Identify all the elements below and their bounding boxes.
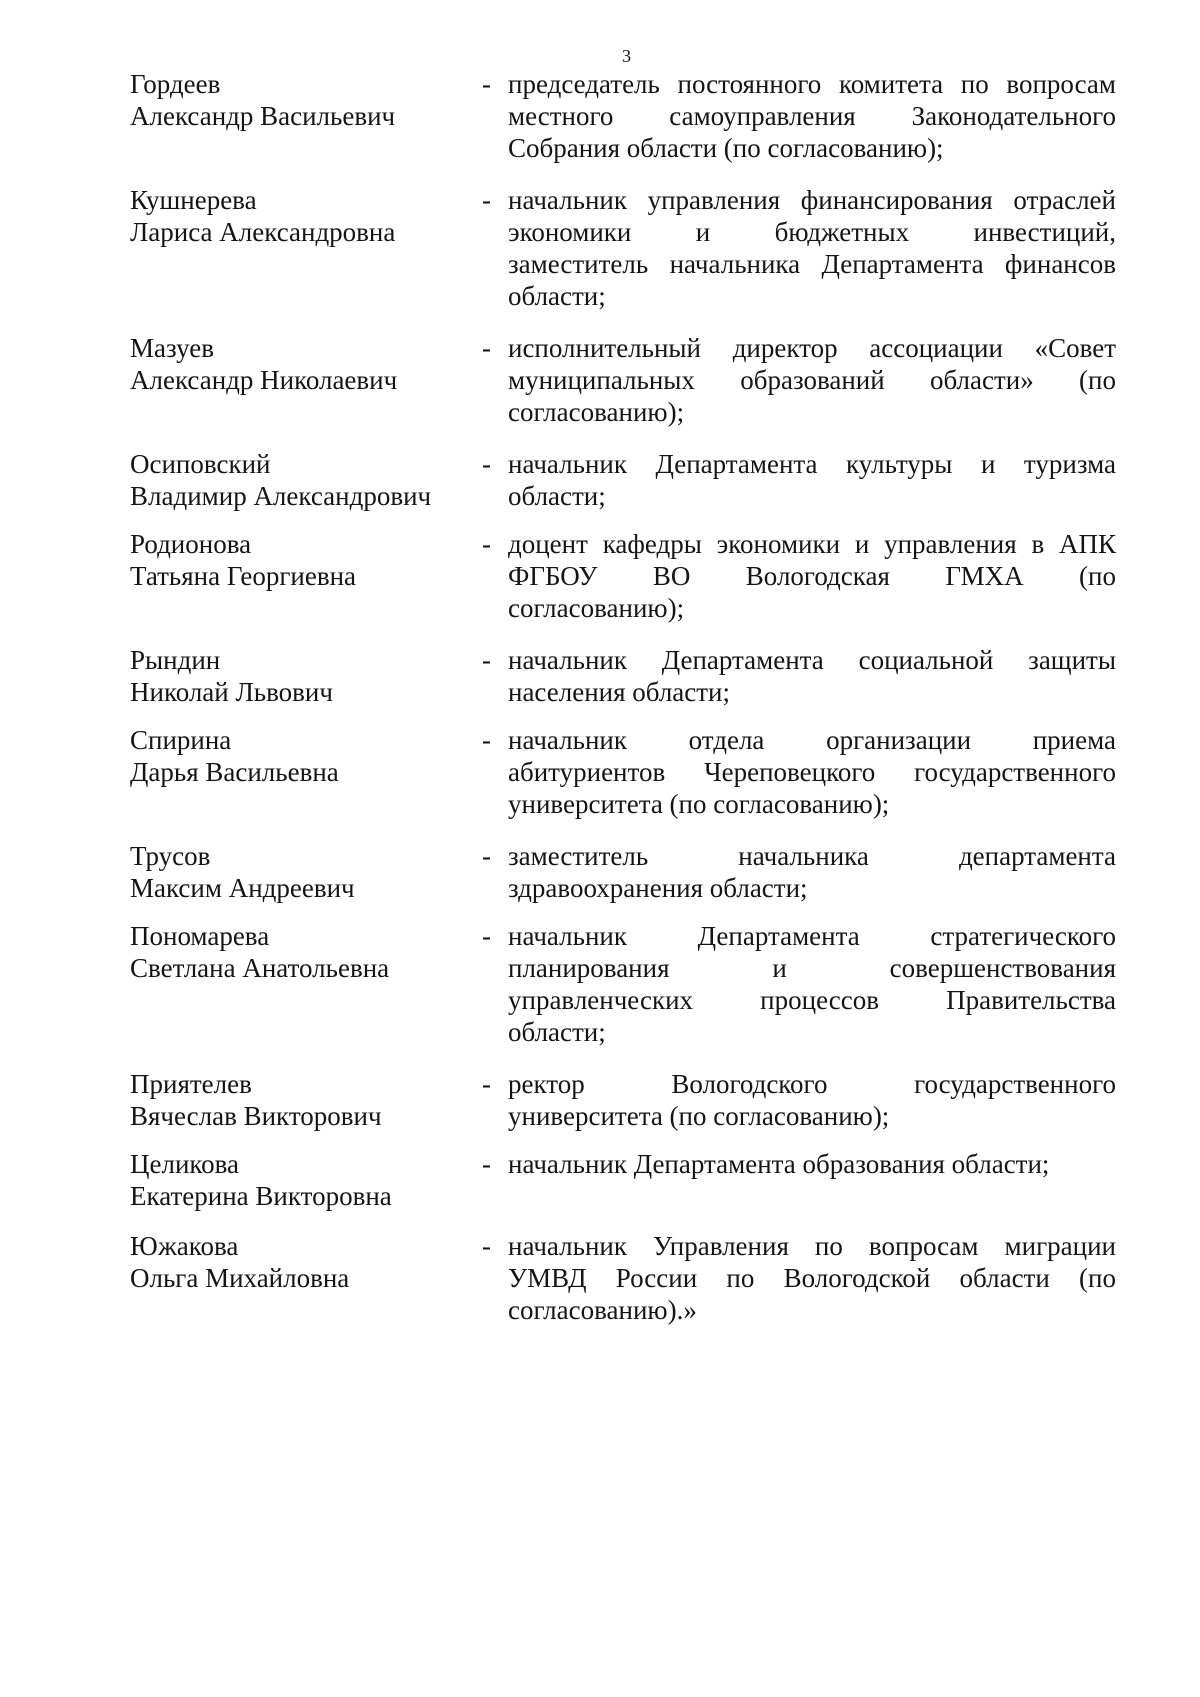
member-name: [130, 1230, 480, 1294]
position-line: экономики и бюджетных инвестиций,: [508, 217, 1116, 247]
member-name: [130, 644, 480, 708]
member-list: [130, 68, 1116, 1326]
position-line: исполнительный директор ассоциации «Совет: [508, 333, 1116, 363]
member-position: [508, 332, 1116, 428]
member-entry: [130, 528, 1116, 624]
dash-separator: -: [482, 529, 491, 559]
position-line: ректор Вологодского государственного: [508, 1069, 1116, 1099]
member-surname: Кушнерева: [130, 185, 257, 215]
position-line: начальник управления финансирования отраслей: [508, 185, 1116, 215]
position-line: области;: [508, 1017, 606, 1047]
position-line: университета (по согласованию);: [508, 789, 890, 819]
dash-separator: -: [482, 1069, 491, 1099]
member-name: [130, 1068, 480, 1132]
member-name: [130, 448, 480, 512]
member-position: [508, 448, 1116, 512]
position-line: местного самоуправления Законодательного: [508, 101, 1116, 131]
member-entry: [130, 184, 1116, 312]
member-given-names: Вячеслав Викторович: [130, 1101, 382, 1131]
member-surname: Приятелев: [130, 1069, 252, 1099]
dash-separator: -: [482, 841, 491, 871]
dash-separator: -: [482, 333, 491, 363]
member-position: [508, 528, 1116, 624]
position-line: ФГБОУ ВО Вологодская ГМХА (по: [508, 561, 1116, 591]
position-line: планирования и совершенствования: [508, 953, 1116, 983]
member-surname: Целикова: [130, 1149, 240, 1179]
member-given-names: Ольга Михайловна: [130, 1263, 350, 1293]
member-surname: Гордеев: [130, 69, 221, 99]
member-entry: [130, 1148, 1116, 1212]
position-line: начальник отдела организации приема: [508, 725, 1116, 755]
dash-separator: -: [482, 449, 491, 479]
position-line: начальник Департамента социальной защиты: [508, 645, 1116, 675]
member-name: [130, 920, 480, 984]
member-name: [130, 332, 480, 396]
member-surname: Пономарева: [130, 921, 270, 951]
position-line: начальник Департамента стратегического: [508, 921, 1116, 951]
member-given-names: Татьяна Георгиевна: [130, 561, 357, 591]
member-entry: [130, 1230, 1116, 1326]
dash-separator: -: [482, 69, 491, 99]
member-position: [508, 1230, 1116, 1326]
position-line: муниципальных образований области» (по: [508, 365, 1116, 395]
member-position: [508, 724, 1116, 820]
member-position: [508, 840, 1116, 904]
member-entry: [130, 448, 1116, 512]
member-name: [130, 724, 480, 788]
member-position: [508, 68, 1116, 164]
position-line: управленческих процессов Правительства: [508, 985, 1116, 1015]
position-line: согласованию);: [508, 397, 685, 427]
position-line: Собрания области (по согласованию);: [508, 133, 944, 163]
member-surname: Родионова: [130, 529, 252, 559]
member-given-names: Дарья Васильевна: [130, 757, 339, 787]
member-surname: Осиповский: [130, 449, 271, 479]
position-line: области;: [508, 481, 606, 511]
dash-separator: -: [482, 185, 491, 215]
member-given-names: Владимир Александрович: [130, 481, 432, 511]
member-entry: [130, 68, 1116, 164]
member-given-names: Максим Андреевич: [130, 873, 355, 903]
member-surname: Мазуев: [130, 333, 214, 363]
dash-separator: -: [482, 921, 491, 951]
member-surname: Рындин: [130, 645, 221, 675]
position-line: УМВД России по Вологодской области (по: [508, 1263, 1116, 1293]
member-given-names: Светлана Анатольевна: [130, 953, 390, 983]
member-entry: [130, 724, 1116, 820]
member-given-names: Александр Николаевич: [130, 365, 398, 395]
position-line: председатель постоянного комитета по вопросам: [508, 69, 1116, 99]
position-line: абитуриентов Череповецкого государственного: [508, 757, 1116, 787]
member-name: [130, 1148, 480, 1212]
position-line: согласованию).»: [508, 1295, 697, 1325]
member-name: [130, 528, 480, 592]
member-entry: [130, 332, 1116, 428]
dash-separator: -: [482, 1149, 491, 1179]
member-entry: [130, 920, 1116, 1048]
member-surname: Спирина: [130, 725, 232, 755]
member-given-names: Николай Львович: [130, 677, 333, 707]
member-name: [130, 840, 480, 904]
member-given-names: Александр Васильевич: [130, 101, 396, 131]
member-name: [130, 184, 480, 248]
dash-separator: -: [482, 725, 491, 755]
member-given-names: Екатерина Викторовна: [130, 1181, 392, 1211]
position-line: начальник Управления по вопросам миграции: [508, 1231, 1116, 1261]
member-entry: [130, 644, 1116, 708]
member-surname: Трусов: [130, 841, 211, 871]
position-line: здравоохранения области;: [508, 873, 808, 903]
member-position: [508, 1068, 1116, 1132]
position-line: университета (по согласованию);: [508, 1101, 890, 1131]
member-position: [508, 184, 1116, 312]
member-name: [130, 68, 480, 132]
member-entry: [130, 840, 1116, 904]
dash-separator: -: [482, 645, 491, 675]
member-position: [508, 644, 1116, 708]
dash-separator: -: [482, 1231, 491, 1261]
position-line: населения области;: [508, 677, 731, 707]
page-number: 3: [622, 46, 631, 66]
position-line: области;: [508, 281, 606, 311]
member-entry: [130, 1068, 1116, 1132]
position-line: начальник Департамента образования области;: [508, 1149, 1050, 1179]
member-surname: Южакова: [130, 1231, 239, 1261]
position-line: заместитель начальника Департамента финансов: [508, 249, 1116, 279]
position-line: доцент кафедры экономики и управления в АПК: [508, 529, 1116, 559]
member-position: [508, 1148, 1116, 1180]
position-line: начальник Департамента культуры и туризма: [508, 449, 1116, 479]
member-position: [508, 920, 1116, 1048]
member-given-names: Лариса Александровна: [130, 217, 396, 247]
position-line: заместитель начальника департамента: [508, 841, 1116, 871]
position-line: согласованию);: [508, 593, 685, 623]
